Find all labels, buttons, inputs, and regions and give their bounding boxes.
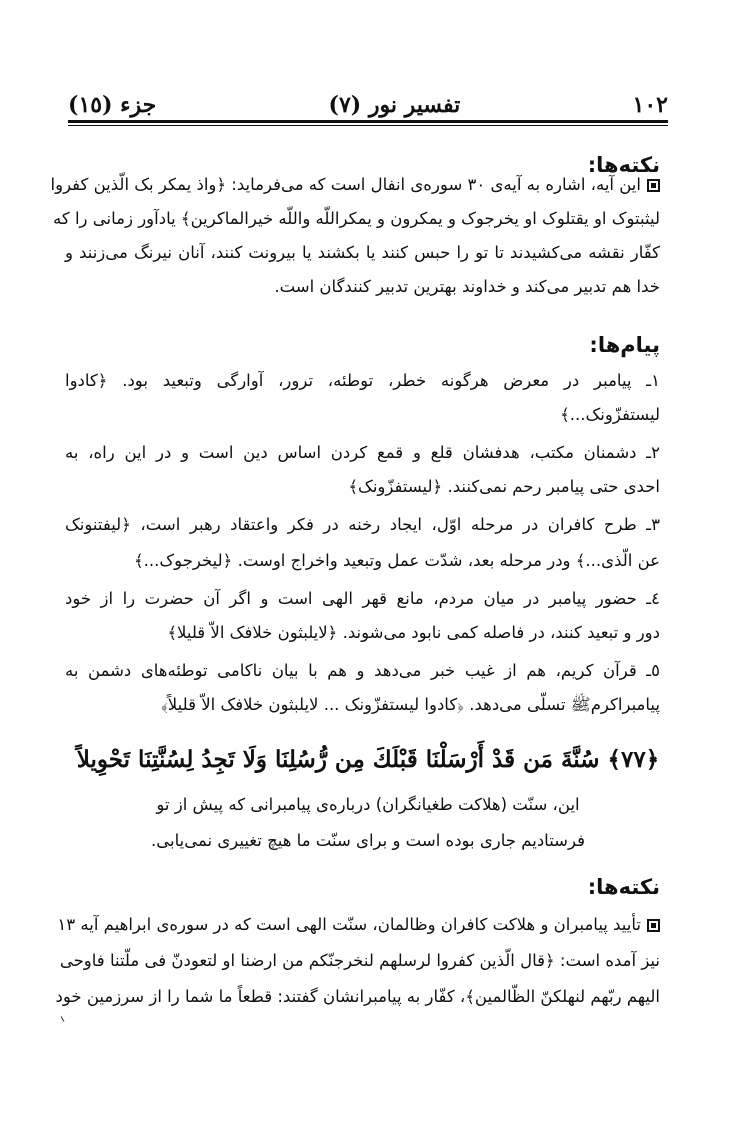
section-title-messages: پیام‌ها:	[589, 333, 660, 357]
verse-translation-line: فرستادیم جاری بوده است و برای سنّت ما هیچ تغییری نمی‌یابی.	[150, 831, 585, 850]
header-rule-thin	[68, 125, 668, 126]
running-header	[68, 84, 668, 118]
message-line: پیامبراکرمﷺ تسلّی می‌دهد. ﴿کادوا لیستفزّونک ... لایلبثون خلافک الاّ قلیلاً﴾	[161, 695, 660, 714]
message-line: دور و تبعید کنند، در فاصله کمی نابود می‌شوند. ﴿لایلبثون خلافک الاّ قلیلا﴾	[167, 623, 660, 642]
message-line: ٤ـ حضور پیامبر در میان مردم، مانع قهر الهی است و اگر آن حضرت را از خود	[65, 589, 660, 608]
juz-label: جزء (١٥)	[68, 92, 157, 118]
note-line: نیز آمده است: ﴿قال الّذین کفروا لرسلهم لنخرجنّکم من ارضنا او لتعودنّ فی ملّتنا فاوحی	[59, 951, 660, 970]
note-line: این آیه، اشاره به آیه‌ی ٣٠ سوره‌ی انفال است که می‌فرماید: ﴿واذ یمکر بک الّذین کفروا	[65, 170, 660, 200]
note-line: الیهم ربّهم لنهلکنّ الظّالمین﴾، کفّار به پیامبرانشان گفتند: قطعاً ما شما را از سرزمین خود	[55, 987, 660, 1006]
message-line: احدی حتی پیامبر رحم نمی‌کنند. ﴿لیستفزّونک﴾	[348, 477, 660, 496]
message-line: ٣ـ طرح کافران در مرحله اوّل، ایجاد رخنه در فکر واعتقاد رهبر است، ﴿لیفتنونک	[65, 515, 660, 534]
book-title: تفسیر نور (٧)	[328, 92, 461, 118]
message-line: ٥ـ قرآن کریم، هم از غیب خبر می‌دهد و هم با بیان ناکامی توطئه‌های دشمن به	[65, 661, 660, 680]
message-line: ٢ـ دشمنان مکتب، هدفشان قلع و قمع کردن اساس دین است و در این راه، به	[65, 443, 660, 462]
section-title-notes: نکته‌ها:	[587, 153, 660, 177]
message-line: عن الّذی...﴾ ودر مرحله بعد، شدّت عمل وتبعید واخراج اوست. ﴿لیخرجوک...﴾	[134, 551, 660, 570]
note-line: تأیید پیامبران و هلاکت کافران وظالمان، سنّت الهی است که در سوره‌ی ابراهیم آیه ١٣	[65, 910, 660, 940]
quran-verse: ﴿٧٧﴾ سُنَّةَ مَن قَدْ أَرْسَلْنَا قَبْلَكَ مِن رُّسُلِنَا وَلَا تَجِدُ لِسُنَّتِنَا تَحْوِيلاً	[76, 746, 660, 773]
section-title-notes-2: نکته‌ها:	[587, 875, 660, 899]
verse-translation-line: این، سنّت (هلاکت طغیانگران) درباره‌ی پیامبرانی که پیش از تو	[156, 795, 580, 814]
header-rule-thick	[68, 120, 668, 123]
page-speck-mark	[60, 1016, 66, 1022]
bullet-square-icon	[647, 179, 660, 192]
note-line: کفّار نقشه می‌کشیدند تا تو را حبس کنند یا بکشند یا بیرونت کنند، آنان نیرنگ می‌زنند و	[65, 243, 660, 262]
note-line: لیثبتوک او یقتلوک او یخرجوک و یمکرون و یمکراللّه واللّه خیرالماکرین﴾ یادآور زمانی را که	[53, 209, 660, 228]
message-line: لیستفزّونک...﴾	[560, 405, 660, 424]
page-number: ١٠٢	[632, 92, 668, 118]
bullet-square-icon	[647, 919, 660, 932]
note-line: خدا هم تدبیر می‌کند و خداوند بهترین تدبیر کنندگان است.	[274, 277, 660, 296]
message-line: ١ـ پیامبر در معرض هرگونه خطر، توطئه، ترور، آوارگی وتبعید بود. ﴿کادوا	[65, 371, 660, 390]
